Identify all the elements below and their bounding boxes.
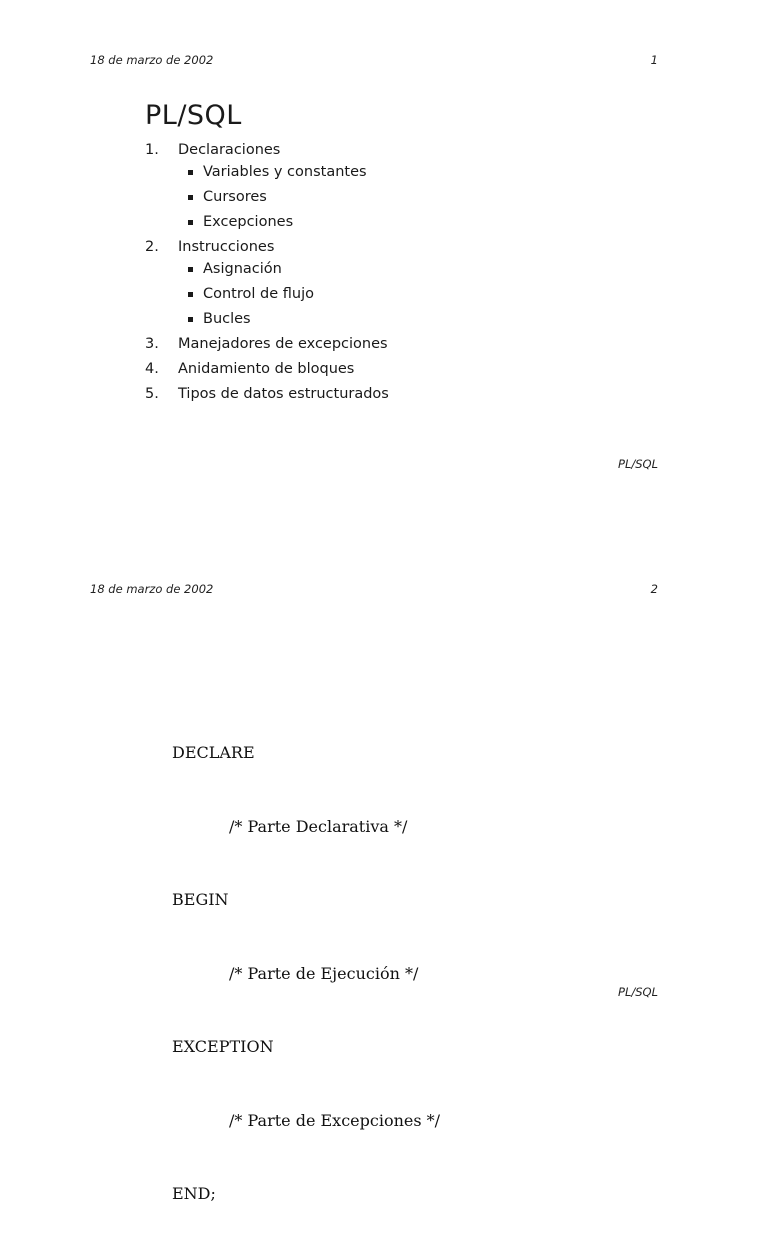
sub-item-label: Asignación [203,261,282,277]
outline-label: Manejadores de excepciones [178,336,388,352]
outline-item [145,387,389,401]
bullet-icon [188,195,193,200]
sub-item [178,262,389,276]
page-number: 2 [650,582,658,596]
bullet-icon [188,292,193,297]
bullet-icon [188,220,193,225]
code-line: DECLARE [172,743,255,762]
sub-item [178,312,389,326]
slide-2 [0,540,768,1203]
outline-number: 1. [145,142,159,158]
sub-item [178,287,389,301]
outline-number: 5. [145,386,159,402]
outline-label: Instrucciones [178,239,275,255]
code-line: END; [172,1184,216,1203]
sub-list [178,262,389,326]
sub-item [178,215,389,229]
page-number: 1 [650,53,658,67]
sub-item-label: Cursores [203,189,267,205]
outline-label: Declaraciones [178,142,281,158]
sub-list [178,165,389,229]
outline-number: 3. [145,336,159,352]
sub-item [178,190,389,204]
sub-item-label: Bucles [203,311,251,327]
code-line: BEGIN [172,890,229,909]
outline-number: 2. [145,239,159,255]
bullet-icon [188,317,193,322]
bullet-icon [188,267,193,272]
outline-label: Anidamiento de bloques [178,361,355,377]
code-line: EXCEPTION [172,1037,274,1056]
outline-label: Tipos de datos estructurados [178,386,389,402]
sub-item-label: Variables y constantes [203,164,367,180]
sub-item [178,165,389,179]
slide-title: PL/SQL [145,100,242,131]
code-block [172,692,440,1256]
outline-list [145,143,389,412]
slide-1 [0,0,768,540]
header-date: 18 de marzo de 2002 [90,53,214,67]
sub-item-label: Excepciones [203,214,294,230]
code-comment-line: /* Parte de Ejecución */ [229,963,419,983]
bullet-icon [188,170,193,175]
sub-item-label: Control de flujo [203,286,314,302]
outline-item [145,337,389,351]
code-comment-line: /* Parte de Excepciones */ [229,1110,441,1130]
header-date: 18 de marzo de 2002 [90,582,214,596]
code-comment-line: /* Parte Declarativa */ [229,816,408,836]
slide-footer: PL/SQL [618,985,658,999]
outline-item [145,362,389,376]
slide-footer: PL/SQL [618,457,658,471]
outline-item [145,143,389,229]
outline-item [145,240,389,326]
outline-number: 4. [145,361,159,377]
